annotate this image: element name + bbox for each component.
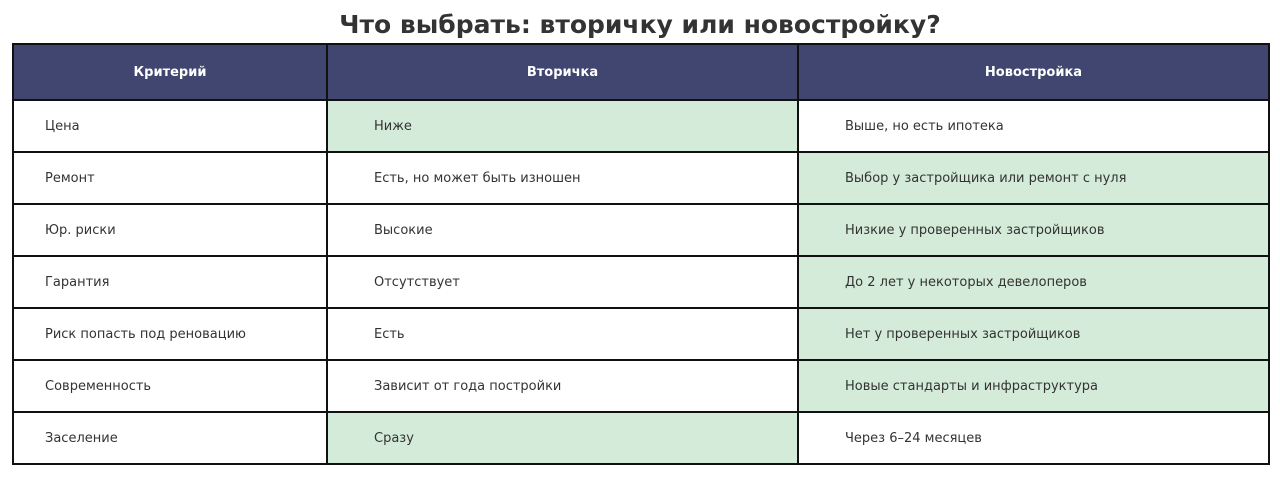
- comparison-table: [12, 43, 1270, 465]
- cell-secondary: Отсутствует: [327, 256, 798, 308]
- cell-secondary: Есть: [327, 308, 798, 360]
- cell-criterion: Гарантия: [13, 256, 327, 308]
- cell-newbuild: Новые стандарты и инфраструктура: [798, 360, 1269, 412]
- table-row: [13, 308, 1269, 360]
- cell-secondary: Зависит от года постройки: [327, 360, 798, 412]
- cell-criterion: Заселение: [13, 412, 327, 464]
- cell-criterion: Юр. риски: [13, 204, 327, 256]
- cell-secondary: Есть, но может быть изношен: [327, 152, 798, 204]
- cell-secondary: Сразу: [327, 412, 798, 464]
- column-header-secondary: Вторичка: [327, 44, 798, 100]
- cell-newbuild: Выбор у застройщика или ремонт с нуля: [798, 152, 1269, 204]
- table-row: [13, 256, 1269, 308]
- table-row: [13, 360, 1269, 412]
- cell-newbuild: Выше, но есть ипотека: [798, 100, 1269, 152]
- cell-newbuild: Через 6–24 месяцев: [798, 412, 1269, 464]
- table-row: [13, 204, 1269, 256]
- cell-criterion: Ремонт: [13, 152, 327, 204]
- cell-newbuild: Низкие у проверенных застройщиков: [798, 204, 1269, 256]
- table-row: [13, 152, 1269, 204]
- column-header-newbuild: Новостройка: [798, 44, 1269, 100]
- cell-secondary: Ниже: [327, 100, 798, 152]
- table-header-row: [13, 44, 1269, 100]
- cell-criterion: Цена: [13, 100, 327, 152]
- cell-criterion: Современность: [13, 360, 327, 412]
- table-body: [13, 100, 1269, 464]
- column-header-criterion: Критерий: [13, 44, 327, 100]
- cell-secondary: Высокие: [327, 204, 798, 256]
- cell-criterion: Риск попасть под реновацию: [13, 308, 327, 360]
- cell-newbuild: Нет у проверенных застройщиков: [798, 308, 1269, 360]
- table-row: [13, 412, 1269, 464]
- cell-newbuild: До 2 лет у некоторых девелоперов: [798, 256, 1269, 308]
- table-row: [13, 100, 1269, 152]
- page-title: Что выбрать: вторичку или новостройку?: [339, 10, 941, 39]
